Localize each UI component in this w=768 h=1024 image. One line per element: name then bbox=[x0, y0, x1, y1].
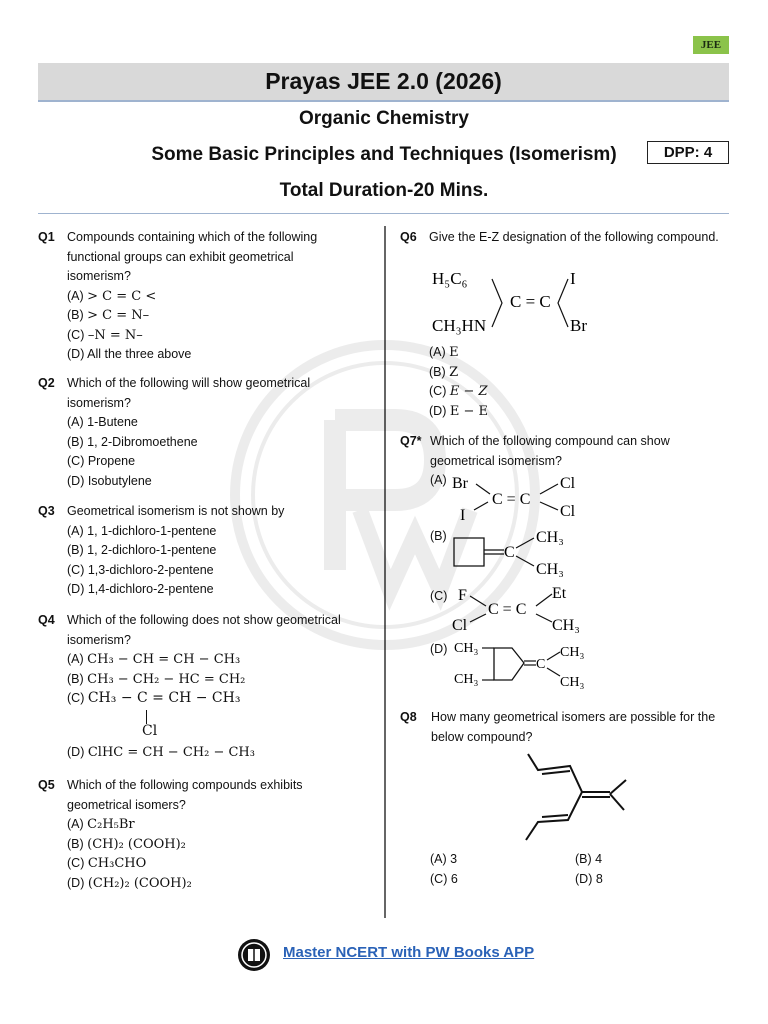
question-6 bbox=[400, 228, 720, 248]
header-divider bbox=[38, 213, 729, 214]
substituent-label: I bbox=[570, 269, 576, 288]
atom-label: C bbox=[504, 544, 515, 561]
math-expr: CH₃CHO bbox=[87, 856, 147, 871]
option-b: (B) bbox=[430, 529, 447, 543]
page-title: Prayas JEE 2.0 (2026) bbox=[38, 63, 729, 102]
math-expr: > C = N– bbox=[87, 308, 150, 323]
skeletal-bonds bbox=[526, 754, 626, 840]
substituent-label: CH₃ bbox=[536, 561, 564, 578]
q7b-structure bbox=[450, 524, 590, 582]
option-a: (A) E bbox=[429, 345, 459, 360]
question-number: Q2 bbox=[38, 376, 55, 390]
option-a: (A) 1-Butene bbox=[67, 415, 138, 429]
substituent-label: CH₃ bbox=[536, 529, 564, 546]
substituent-label: CH₃ bbox=[552, 617, 580, 634]
q6-structure bbox=[430, 265, 610, 340]
option-a: (A) > C = C < bbox=[67, 288, 157, 304]
option-b: (B) CH₃ − CH₂ − HC = CH₂ bbox=[67, 671, 246, 687]
substituent-label: Br bbox=[570, 316, 587, 335]
substituent-label: Cl bbox=[560, 503, 576, 520]
book-app-icon[interactable] bbox=[237, 938, 271, 972]
option-a: (A) 3 bbox=[430, 852, 458, 866]
option-c: (C) CH₃ − C = CH − CH₃ Cl bbox=[67, 689, 368, 743]
question-number: Q1 bbox=[38, 230, 55, 244]
question-text: Give the E-Z designation of the following compound. bbox=[429, 230, 719, 244]
substituent-label: Cl bbox=[452, 617, 468, 634]
question-number: Q7* bbox=[400, 434, 422, 448]
option-d: (D) 8 bbox=[575, 872, 603, 886]
option-c: (C) CH₃CHO bbox=[67, 856, 147, 871]
option-c: (C) 6 bbox=[430, 872, 458, 886]
bond-line bbox=[516, 556, 534, 566]
math-expr: E bbox=[449, 345, 459, 360]
question-number: Q8 bbox=[400, 710, 417, 724]
math-expr: (CH)₂ (COOH)₂ bbox=[87, 836, 186, 852]
double-bond-label: C = C bbox=[492, 491, 531, 508]
option-c: (C) bbox=[430, 589, 448, 603]
option-a: (A) CH₃ − CH = CH − CH₃ bbox=[67, 652, 241, 667]
bond-line bbox=[536, 594, 552, 606]
substituent-label: Cl bbox=[560, 475, 576, 492]
bond-line bbox=[470, 596, 486, 606]
question-number: Q6 bbox=[400, 230, 417, 244]
substituent-label: CH₃ bbox=[560, 645, 585, 660]
math-expr: CH₃ − C = CH − CH₃ bbox=[87, 690, 241, 706]
bond-line bbox=[540, 502, 558, 510]
ring bbox=[454, 538, 484, 566]
math-expr: CH₃ − CH₂ − HC = CH₂ bbox=[87, 671, 246, 687]
question-text: How many geometrical isomers are possible for the below compound? bbox=[431, 710, 716, 744]
question-6-options bbox=[400, 343, 720, 421]
substituent-label: CH₃HN bbox=[432, 316, 487, 335]
math-expr: E − E bbox=[449, 403, 488, 419]
question-number: Q5 bbox=[38, 778, 55, 792]
math-expr: CH₃ − CH = CH − CH₃ bbox=[87, 652, 241, 667]
math-expr: C₂H₅Br bbox=[87, 817, 135, 832]
substituent-label: F bbox=[458, 587, 467, 604]
dpp-box: DPP: 4 bbox=[647, 141, 729, 164]
option-d: (D) 1,4-dichloro-2-pentene bbox=[67, 582, 214, 596]
bond-line bbox=[476, 484, 490, 494]
q8-structure bbox=[520, 750, 640, 845]
question-text: Geometrical isomerism is not shown by bbox=[67, 504, 285, 518]
double-bond-label: C = C bbox=[510, 292, 551, 311]
question-8 bbox=[400, 708, 730, 747]
atom-label: C bbox=[536, 657, 546, 672]
math-expr: Z bbox=[449, 364, 459, 380]
question-number: Q3 bbox=[38, 504, 55, 518]
question-3 bbox=[38, 502, 368, 600]
substituent-label: CH₃ bbox=[454, 641, 479, 656]
bond-line bbox=[547, 652, 560, 660]
question-1 bbox=[38, 228, 358, 365]
q7a-structure bbox=[450, 470, 590, 526]
exam-badge: JEE bbox=[693, 36, 729, 54]
subject-heading: Organic Chemistry bbox=[299, 108, 469, 129]
option-b: (B) (CH)₂ (COOH)₂ bbox=[67, 836, 186, 852]
q7d-structure bbox=[452, 636, 602, 692]
math-expr: ClHC = CH − CH₂ − CH₃ bbox=[87, 745, 255, 760]
pw-books-app-link[interactable]: Master NCERT with PW Books APP bbox=[283, 944, 535, 961]
bond-line bbox=[536, 614, 552, 622]
q7c-structure bbox=[450, 582, 590, 638]
option-c: (C) Propene bbox=[67, 454, 136, 468]
ring bbox=[494, 648, 524, 680]
bond-line bbox=[470, 614, 486, 622]
substituent-label: Br bbox=[452, 475, 468, 492]
option-d: (D) ClHC = CH − CH₂ − CH₃ bbox=[67, 745, 255, 760]
option-b: (B) Z bbox=[429, 364, 459, 380]
option-b: (B) > C = N– bbox=[67, 308, 150, 323]
question-text: Which of the following does not show geometrical isomerism? bbox=[67, 613, 341, 647]
question-text: Compounds containing which of the following functional groups can exhibit geometrical isomerism? bbox=[67, 230, 318, 283]
bond-line bbox=[474, 502, 488, 510]
option-b: (B) 1, 2-dichloro-1-pentene bbox=[67, 543, 217, 557]
substituent-label: H₅C₆ bbox=[432, 269, 468, 288]
question-8-options bbox=[430, 850, 730, 890]
bond-line bbox=[547, 668, 560, 676]
bond-lines bbox=[492, 279, 502, 327]
math-expr: (CH₂)₂ (COOH)₂ bbox=[87, 875, 192, 891]
substituent-label: CH₃ bbox=[560, 675, 585, 690]
question-number: Q4 bbox=[38, 613, 55, 627]
bond-line bbox=[516, 538, 534, 548]
option-b: (B) 1, 2-Dibromoethene bbox=[67, 434, 198, 449]
option-c: (C) –N = N– bbox=[67, 327, 143, 343]
question-text: Which of the following will show geometrical isomerism? bbox=[67, 376, 311, 410]
option-c: (C) 1,3-dichloro-2-pentene bbox=[67, 562, 214, 577]
option-a: (A) C₂H₅Br bbox=[67, 817, 135, 832]
question-text: Which of the following compounds exhibits geometrical isomers? bbox=[67, 778, 303, 812]
duration-heading: Total Duration-20 Mins. bbox=[279, 180, 489, 201]
bond-line bbox=[540, 484, 558, 494]
substituent-label: I bbox=[460, 507, 466, 524]
math-expr: > C = C < bbox=[87, 288, 157, 304]
option-d: (D) (CH₂)₂ (COOH)₂ bbox=[67, 875, 192, 891]
question-4 bbox=[38, 611, 368, 763]
math-expr: E − Z bbox=[449, 384, 488, 399]
option-c: (C) E − Z bbox=[429, 384, 488, 399]
question-2 bbox=[38, 374, 358, 491]
option-d: (D) Isobutylene bbox=[67, 473, 152, 488]
option-d: (D) E − E bbox=[429, 403, 488, 419]
math-expr: –N = N– bbox=[87, 327, 143, 343]
bond-lines bbox=[558, 279, 568, 327]
question-5 bbox=[38, 776, 368, 893]
option-b: (B) 4 bbox=[575, 852, 603, 866]
chlorine-label: Cl bbox=[142, 723, 158, 739]
topic-heading: Some Basic Principles and Techniques (Isomerism) bbox=[151, 144, 617, 165]
substituent-label: CH₃ bbox=[454, 672, 479, 687]
option-d: (D) All the three above bbox=[67, 347, 192, 361]
option-a: (A) 1, 1-dichloro-1-pentene bbox=[67, 523, 217, 538]
question-text: Which of the following compound can show geometrical isomerism? bbox=[430, 434, 670, 468]
option-a: (A) bbox=[430, 473, 447, 487]
double-bond-label: C = C bbox=[488, 601, 527, 618]
option-d: (D) bbox=[430, 642, 448, 656]
substituent-label: Et bbox=[552, 585, 567, 602]
question-7 bbox=[400, 432, 720, 471]
